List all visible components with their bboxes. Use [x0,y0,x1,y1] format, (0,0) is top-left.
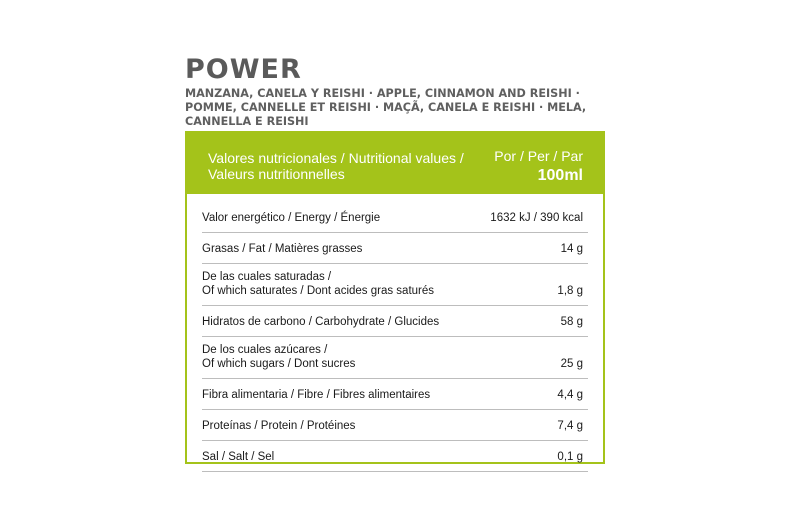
product-flavors: MANZANA, CANELA Y REISHI · APPLE, CINNAMON AND REISHI · POMME, CANNELLE ET REISHI · MAÇÃ, CANELA E REISHI · MELA, CANNELLA E REISHI [185,87,587,128]
row-label-line1: De los cuales azúcares / [202,344,328,356]
row-label-line2: Of which saturates / Dont acides gras saturés [202,285,435,297]
row-label: Proteínas / Protein / Protéines [202,420,356,432]
nutrition-table [185,131,605,464]
row-label: Valor energético / Energy / Énergie [202,212,381,224]
header-label: Valores nutricionales / Nutritional values / Valeurs nutritionnelles [208,150,464,182]
row-label: Hidratos de carbono / Carbohydrate / Glucides [202,316,440,328]
row-label: Grasas / Fat / Matières grasses [202,243,363,255]
table-row-fat [202,233,588,264]
product-title: POWER [185,54,302,85]
row-value: 58 g [560,316,583,328]
row-label: Fibra alimentaria / Fibre / Fibres alimentaires [202,389,431,401]
row-label: Sal / Salt / Sel [202,451,275,463]
row-value: 1632 kJ / 390 kcal [490,212,583,224]
header-quantity: 100ml [537,167,583,184]
row-value: 0,1 g [557,451,583,463]
row-label [202,270,434,305]
header-per: Por / Per / Par [494,148,583,164]
table-row-carbohydrate [202,306,588,337]
row-label-line1: De las cuales saturadas / [202,271,332,283]
row-value: 1,8 g [557,285,583,297]
row-label-line2: Of which sugars / Dont sucres [202,358,356,370]
table-row-protein [202,410,588,441]
row-label [202,343,355,378]
header-serving [494,148,583,185]
nutrition-rows [202,202,588,472]
product-heading [185,56,615,129]
nutrition-table-header [187,133,603,194]
row-value: 14 g [560,243,583,255]
table-row-saturates [202,264,588,306]
row-value: 7,4 g [557,420,583,432]
row-value: 25 g [560,358,583,370]
table-row-salt [202,441,588,472]
table-row-energy [202,202,588,233]
table-row-fibre [202,379,588,410]
row-value: 4,4 g [557,389,583,401]
table-row-sugars [202,337,588,379]
